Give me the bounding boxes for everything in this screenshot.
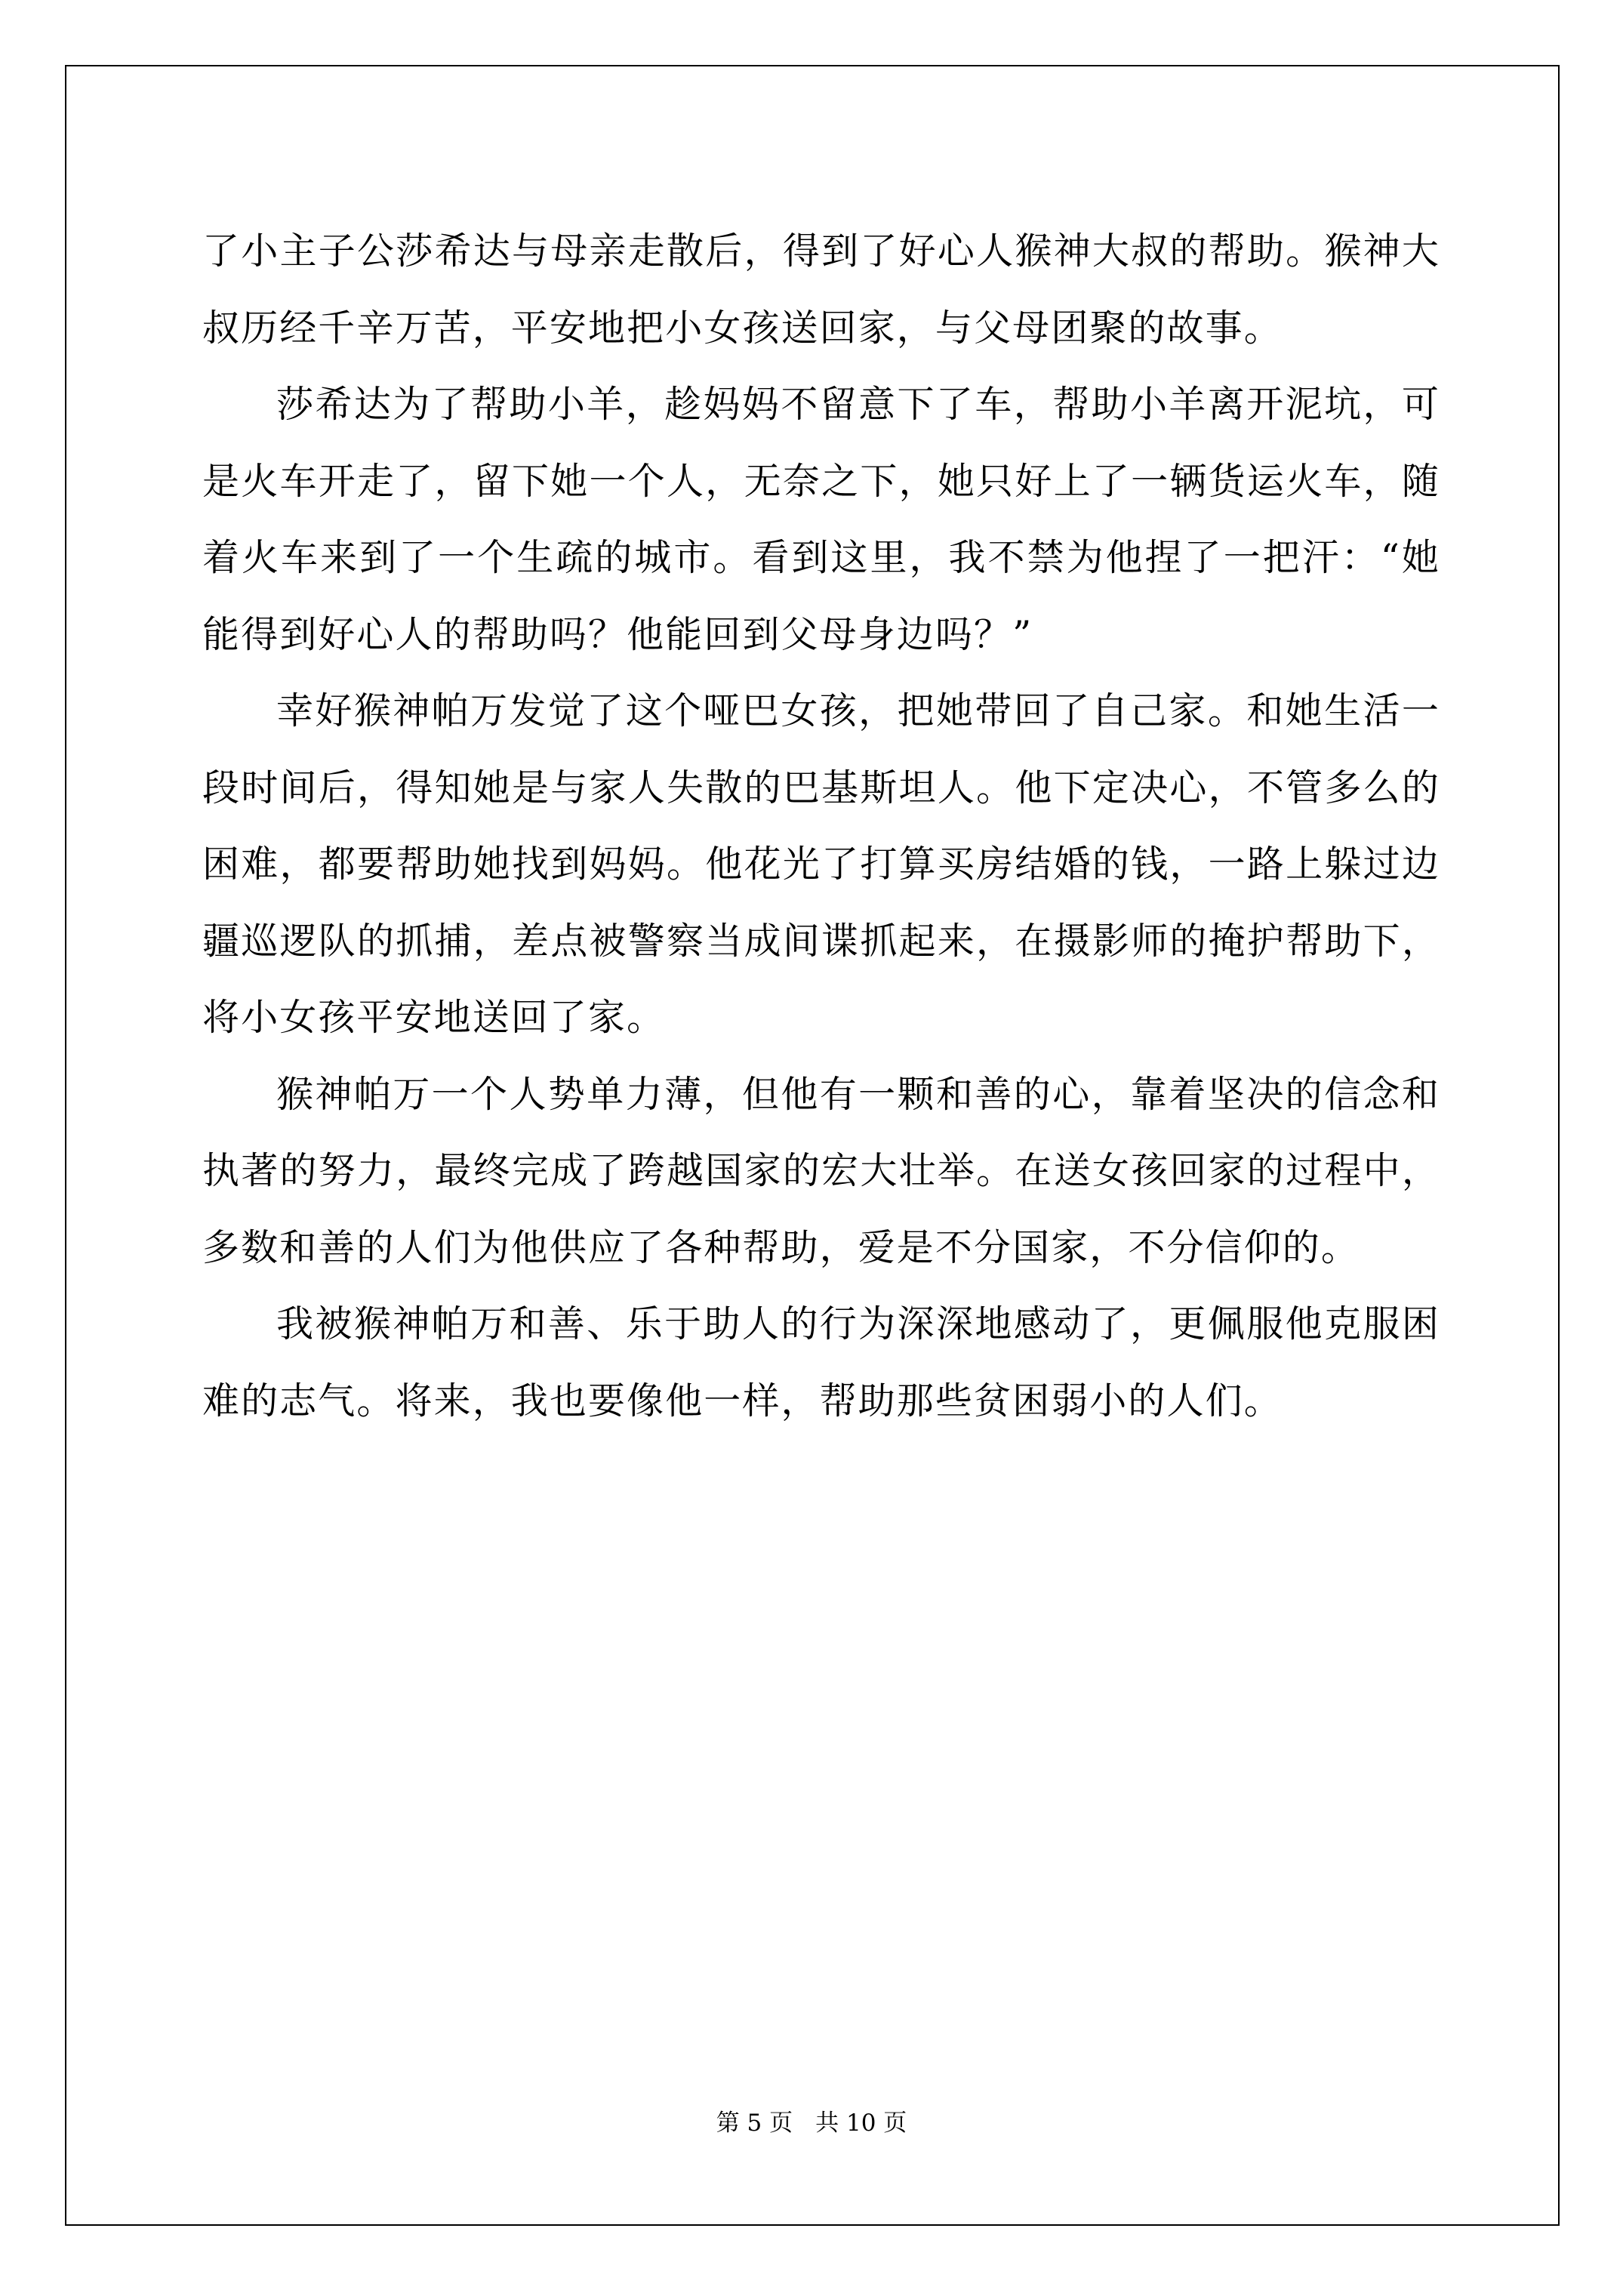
document-body: [202, 213, 1440, 1439]
paragraph-3: 幸好猴神帕万发觉了这个哑巴女孩，把她带回了自己家。和她生活一段时间后，得知她是与家人失散的巴基斯坦人。他下定决心，不管多么的困难，都要帮助她找到妈妈。他花光了打算买房结婚的钱，一路上躲过边疆巡逻队的抓捕，差点被警察当成间谍抓起来，在摄影师的掩护帮助下，将小女孩平安地送回了家。: [202, 689, 1440, 1039]
page-total: 共 10 页: [815, 2110, 907, 2137]
paragraph-5: 我被猴神帕万和善、乐于助人的行为深深地感动了，更佩服他克服困难的志气。将来，我也要像他一样，帮助那些贫困弱小的人们。: [202, 1302, 1440, 1422]
page-footer: [0, 2103, 1623, 2137]
paragraph-1: 了小主子公莎希达与母亲走散后，得到了好心人猴神大叔的帮助。猴神大叔历经千辛万苦，平安地把小女孩送回家，与父母团聚的故事。: [202, 230, 1440, 350]
page-number: 第 5 页: [716, 2110, 793, 2137]
paragraph-2: 莎希达为了帮助小羊，趁妈妈不留意下了车，帮助小羊离开泥坑，可是火车开走了，留下她一个人，无奈之下，她只好上了一辆货运火车，随着火车来到了一个生疏的城市。看到这里，我不禁为他捏了一把汗：“她能得到好心人的帮助吗？他能回到父母身边吗？”: [202, 383, 1440, 656]
paragraph-4: 猴神帕万一个人势单力薄，但他有一颗和善的心，靠着坚决的信念和执著的努力，最终完成了跨越国家的宏大壮举。在送女孩回家的过程中，多数和善的人们为他供应了各种帮助，爱是不分国家，不分信仰的。: [202, 1072, 1440, 1269]
